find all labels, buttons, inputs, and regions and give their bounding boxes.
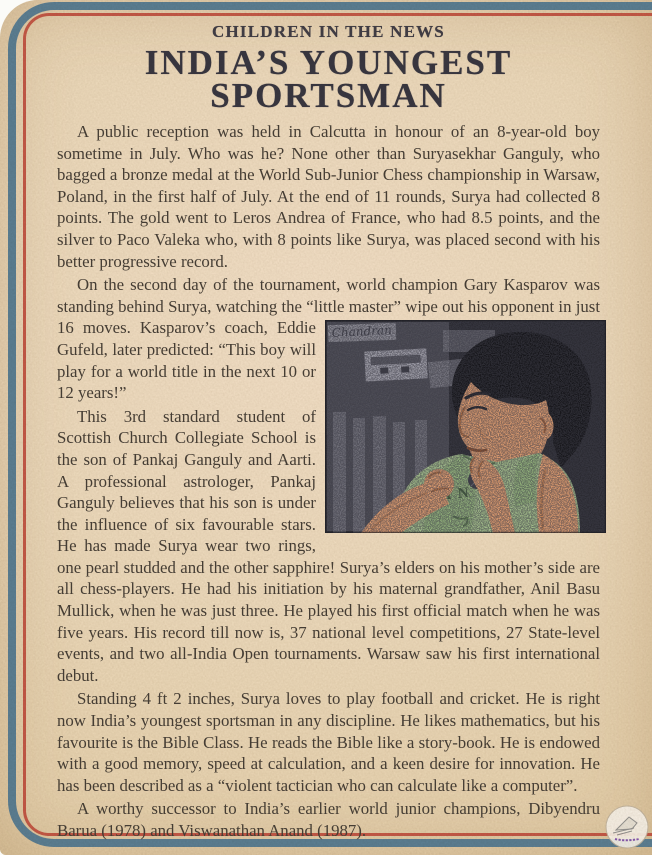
paragraph-5: A worthy successor to India’s earlier world junior champions, Dibyendru Barua (1978) and Viswanathan Anand (1987). bbox=[57, 799, 600, 840]
paragraph-3: This 3rd standard student of Scottish Church Collegiate School is the son of Pankaj Ganguly and Aarti. A professional astrologer, Pankaj Ganguly believes that his son is under the influence of six favourable stars. He has made Surya wear two rings, one pearl studded and the other sapphire! Surya’s elders on his mother’s side are all chess-players. He had his initiation by his maternal grandfather, Anil Basu Mullick, when he was just three. He played his first official match when he was five years. His record till now is, 37 national level competitions, 27 State-level events, and two all-India Open tournaments. Warsaw saw his first international debut. bbox=[57, 406, 600, 685]
article-body bbox=[57, 121, 600, 842]
paragraph-2-intro: On the second day of the tournament, world champion Gary Kasparov was standing behind Surya, watching the “little master” wipe out his opponent in bbox=[57, 275, 600, 316]
article-title-line2: SPORTSMAN bbox=[210, 76, 447, 115]
paragraph-1: A public reception was held in Calcutta in honour of an 8-year-old boy sometime in July. Who was he? None other than Suryasekhar Ganguly, who bagged a bronze medal at the World Sub-Junior Chess championship in Warsaw, Poland, in the first half of July. At the end of 11 rounds, Surya had collected 8 points. The gold went to Leros Andrea of France, who had 8.5 points, and the silver to Paco Valeka who, with 8 points like Surya, was placed second with his better progressive record. bbox=[57, 122, 600, 271]
boy-illustration bbox=[325, 320, 606, 533]
article-title bbox=[57, 43, 600, 115]
article-title-line1: INDIA’S YOUNGEST bbox=[144, 43, 513, 82]
paragraph-2-continued: just 16 moves. Kasparov’s coach, Eddie Gufeld, later predicted: “This boy will play for a world title in the next 10 or 12 years!” bbox=[57, 296, 600, 403]
watermark-stamp bbox=[604, 804, 650, 850]
paragraph-2 bbox=[57, 274, 600, 404]
boy-illustration-drawing bbox=[325, 320, 606, 533]
paragraph-4: Standing 4 ft 2 inches, Surya loves to play football and cricket. He is right now India’s youngest sportsman in any discipline. He likes mathematics, but his favourite is the Bible Class. He reads the Bible like a story-book. He is endowed with a good memory, speed at calculation, and a keen desire for innovation. He has been described as a “violent tactician who can calculate like a computer”. bbox=[57, 689, 600, 795]
section-kicker: CHILDREN IN THE NEWS bbox=[212, 22, 445, 41]
